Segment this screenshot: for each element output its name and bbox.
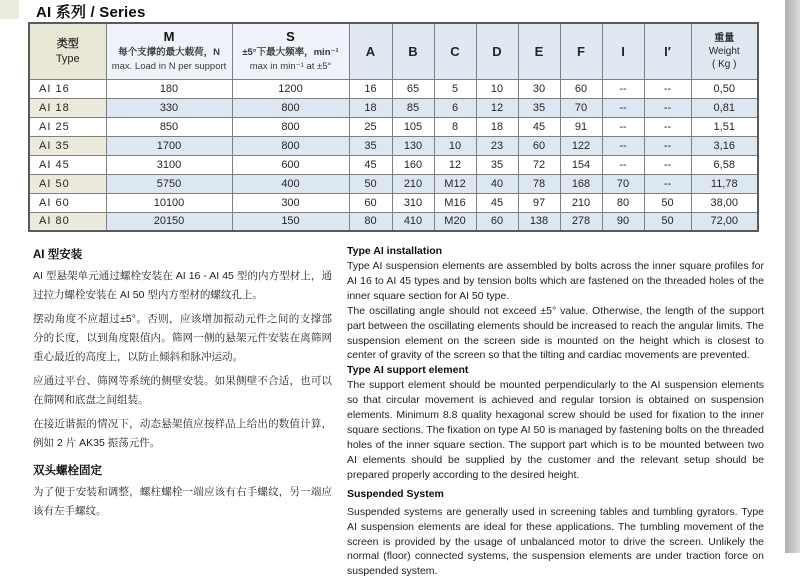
paragraph: The support element should be mounted perpendicularly to the AI suspension elements so that circular movement is achieved and regular torsion is obtained on suspension elements. Minimum 8.8 quality hexagonal screw should be used for fixation to the inner square sections. The fixation on type AI 50 is managed by fastening bolts on the threaded holes of the inner square section. The support part which is to be mounted between two AI elements should be supplied by the customer and the relevant setup should be prepared properly according to the desired height. [347,379,764,481]
cell-dim-b: 130 [392,136,434,155]
cell-max-frequency: 800 [232,117,349,136]
cell-type: AI 18 [29,98,106,117]
page-title: AI 系列 / Series [36,4,146,21]
cell-dim-f: 122 [560,136,602,155]
cell-dim-i: -- [602,79,644,98]
cell-dim-d: 10 [476,79,518,98]
header-dim-b: B [392,23,434,79]
cell-type: AI 80 [29,212,106,231]
table-row [29,212,758,231]
cell-dim-i: -- [602,155,644,174]
paragraph: Type AI suspension elements are assembled by bolts across the inner square profiles for AI 16 to AI 45 types and by tension bolts which are fastened on the threaded holes of the inner square section for AI 50 type. [347,260,764,302]
cell-max-load: 20150 [106,212,232,231]
cell-max-frequency: 1200 [232,79,349,98]
cell-dim-e: 35 [518,98,560,117]
cell-dim-c: M16 [434,193,476,212]
page-edge-shadow [785,0,800,553]
cell-max-frequency: 400 [232,174,349,193]
spec-table [28,22,759,232]
cell-type: AI 50 [29,174,106,193]
paragraph: 为了便于安装和调整，螺柱螺栓一端应该有右手螺纹，另一端应该有左手螺纹。 [33,486,332,517]
table-row [29,117,758,136]
cell-dim-b: 85 [392,98,434,117]
header-dim-i-prime: I′ [644,23,691,79]
cell-dim-i-prime: -- [644,98,691,117]
header-weight-unit: ( Kg ) [712,58,737,70]
header-dim-i: I [602,23,644,79]
cell-dim-i-prime: -- [644,136,691,155]
cell-type: AI 25 [29,117,106,136]
cell-dim-c: 12 [434,155,476,174]
page-corner-artifact [0,0,19,19]
header-type-en: Type [55,52,80,65]
cell-dim-b: 210 [392,174,434,193]
cell-dim-d: 45 [476,193,518,212]
cell-dim-b: 310 [392,193,434,212]
cell-dim-f: 91 [560,117,602,136]
header-m-zh: 每个支撑的最大载荷，N [118,46,220,58]
cell-max-load: 5750 [106,174,232,193]
chinese-text-column [33,246,332,526]
paragraph: 应通过平台、筛网等系统的侧壁安装。如果侧壁不合适，也可以在筛网和底盘之间组装。 [33,375,332,406]
cell-max-frequency: 800 [232,136,349,155]
cell-max-frequency: 150 [232,212,349,231]
cell-type: AI 45 [29,155,106,174]
cell-dim-e: 45 [518,117,560,136]
cell-dim-b: 410 [392,212,434,231]
cell-dim-a: 80 [349,212,392,231]
cell-dim-f: 60 [560,79,602,98]
cell-dim-f: 210 [560,193,602,212]
cell-dim-e: 60 [518,136,560,155]
header-m-letter: M [163,28,175,44]
paragraph: 在接近谐振的情况下，动态悬架值应按样品上给出的数值计算，例如 2 片 AK35 振荡元件。 [33,418,332,449]
cell-dim-a: 50 [349,174,392,193]
cell-dim-f: 154 [560,155,602,174]
table-row [29,98,758,117]
cell-dim-i-prime: -- [644,79,691,98]
cell-dim-a: 16 [349,79,392,98]
cell-dim-d: 35 [476,155,518,174]
cell-dim-a: 60 [349,193,392,212]
section-heading-support-element: Type AI support element [347,364,469,377]
cell-max-load: 3100 [106,155,232,174]
cell-dim-c: 10 [434,136,476,155]
cell-dim-e: 72 [518,155,560,174]
cell-weight: 0,81 [691,98,758,117]
cell-dim-e: 97 [518,193,560,212]
cell-dim-b: 65 [392,79,434,98]
header-type [29,23,106,79]
cell-max-load: 1700 [106,136,232,155]
table-row [29,174,758,193]
cell-dim-d: 12 [476,98,518,117]
cell-max-load: 10100 [106,193,232,212]
cell-dim-i: -- [602,136,644,155]
paragraph: AI 型悬架单元通过螺栓安装在 AI 16 - AI 45 型的内方型材上，通过拉力螺栓安装在 AI 50 型内方型材的螺纹孔上。 [33,270,332,301]
paragraph: The oscillating angle should not exceed ±5° value. Otherwise, the length of the support part between the oscillating elements should be increased to reach the angular limits. The suspension element on the screen side is mounted on the height which is closest to center of gravity of the screen so that the tilting and cardiac movements are prevented. [347,304,764,362]
cell-dim-i: 90 [602,212,644,231]
section-heading-suspended-system: Suspended System [347,487,444,500]
cell-dim-d: 23 [476,136,518,155]
cell-dim-f: 278 [560,212,602,231]
cell-weight: 0,50 [691,79,758,98]
header-dim-a: A [349,23,392,79]
cell-dim-i-prime: -- [644,117,691,136]
cell-dim-f: 168 [560,174,602,193]
cell-dim-a: 35 [349,136,392,155]
header-weight [691,23,758,79]
paragraph: 摆动角度不应超过±5°。否则，应该增加振动元件之间的支撑部分的长度，以到角度限值内。筛网一侧的悬架元件安装在离筛网重心最近的高度上，以防止倾斜和脉冲运动。 [33,313,332,363]
cell-dim-d: 60 [476,212,518,231]
table-row [29,155,758,174]
cell-dim-c: 8 [434,117,476,136]
table-body [29,79,758,231]
cell-dim-a: 25 [349,117,392,136]
table-header [29,23,758,79]
english-text-column [347,244,764,579]
cell-dim-b: 105 [392,117,434,136]
cell-weight: 6,58 [691,155,758,174]
cell-weight: 72,00 [691,212,758,231]
table-row [29,79,758,98]
cell-dim-b: 160 [392,155,434,174]
cell-dim-f: 70 [560,98,602,117]
header-dim-f: F [560,23,602,79]
cell-weight: 1,51 [691,117,758,136]
paragraph: Suspended systems are generally used in screening tables and tumbling gyrators. Type AI suspension elements are ideal for these applications. The tumbling movement of the screen is provided by the usage of unbalanced motor to drive the screen. Unlikely the normal (floor) connected systems, the suspension elements are under traction force on suspended system. [347,505,764,578]
header-dim-d: D [476,23,518,79]
header-max-load [106,23,232,79]
cell-weight: 38,00 [691,193,758,212]
cell-dim-c: M12 [434,174,476,193]
cell-weight: 11,78 [691,174,758,193]
table-header-row [29,23,758,79]
header-type-zh: 类型 [56,37,79,50]
cell-dim-i-prime: -- [644,155,691,174]
cell-dim-d: 40 [476,174,518,193]
cell-type: AI 16 [29,79,106,98]
cell-max-frequency: 800 [232,98,349,117]
cell-max-load: 330 [106,98,232,117]
cell-dim-i: -- [602,117,644,136]
header-dim-e: E [518,23,560,79]
cell-dim-e: 78 [518,174,560,193]
cell-max-load: 850 [106,117,232,136]
cell-dim-c: 6 [434,98,476,117]
cell-dim-i: 80 [602,193,644,212]
cell-weight: 3,16 [691,136,758,155]
cell-dim-c: 5 [434,79,476,98]
header-s-zh: ±5°下最大频率，min⁻¹ [242,46,339,58]
header-s-letter: S [286,28,295,44]
section-heading-installation: Type AI installation [347,245,443,257]
cell-dim-i-prime: 50 [644,193,691,212]
cell-dim-e: 138 [518,212,560,231]
cell-type: AI 60 [29,193,106,212]
cell-dim-a: 45 [349,155,392,174]
table-row [29,193,758,212]
cell-dim-a: 18 [349,98,392,117]
cell-dim-i-prime: 50 [644,212,691,231]
header-s-en: max in min⁻¹ at ±5° [249,60,332,72]
header-m-en: max. Load in N per support [111,60,227,72]
header-weight-en: Weight [708,45,740,57]
cell-max-load: 180 [106,79,232,98]
header-dim-c: C [434,23,476,79]
cell-dim-e: 30 [518,79,560,98]
cell-type: AI 35 [29,136,106,155]
section-heading-stud-fixation-zh: 双头螺栓固定 [33,465,102,477]
cell-dim-i-prime: -- [644,174,691,193]
cell-dim-c: M20 [434,212,476,231]
cell-dim-d: 18 [476,117,518,136]
cell-dim-i: 70 [602,174,644,193]
cell-max-frequency: 600 [232,155,349,174]
cell-dim-i: -- [602,98,644,117]
header-max-frequency [232,23,349,79]
section-heading-ai-installation-zh: AI 型安装 [33,249,83,261]
cell-max-frequency: 300 [232,193,349,212]
header-weight-zh: 重量 [714,32,735,44]
table-row [29,136,758,155]
